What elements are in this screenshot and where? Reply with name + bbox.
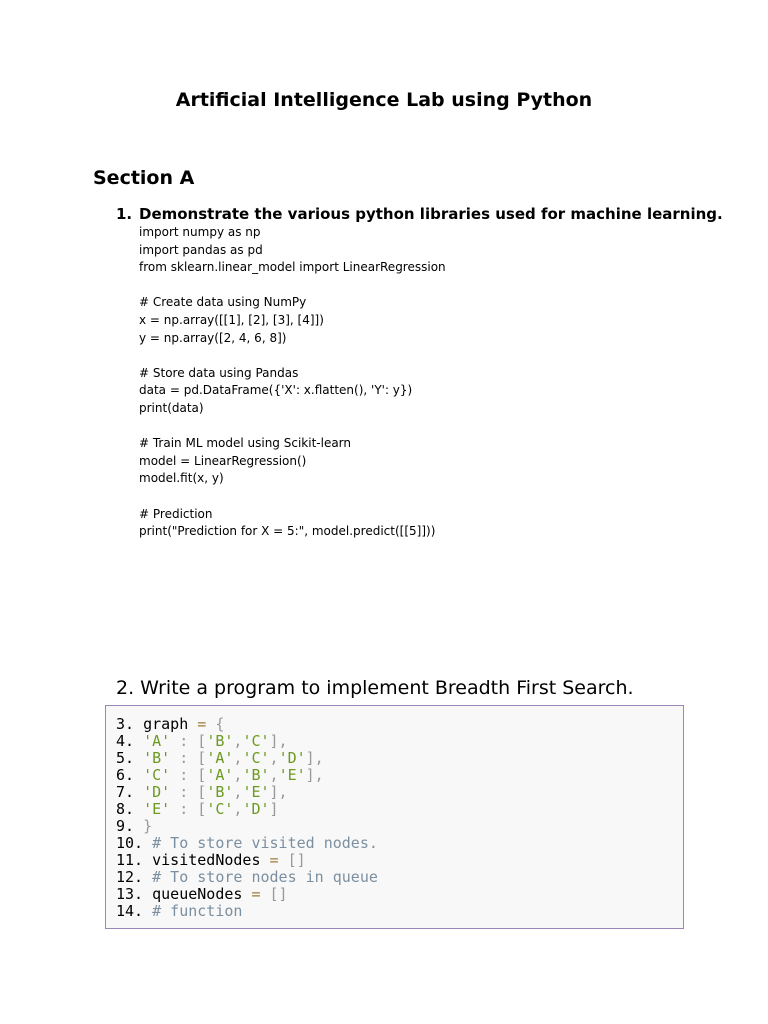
code-line [116,801,378,818]
string-literal: 'E' [242,783,270,801]
comment: # To store nodes in queue [152,868,378,886]
string-literal: 'A' [206,766,234,784]
bracket: ], [305,749,324,767]
line-number: 14. [116,902,144,920]
empty-list: [] [287,851,306,869]
string-literal: 'A' [143,732,171,750]
comma: , [233,732,243,750]
bracket: [ [197,732,207,750]
code-line [116,767,378,784]
question-2-text: 2. Write a program to implement Breadth First Search. [116,677,634,699]
bracket: ], [269,732,288,750]
code-line [116,750,378,767]
comma: , [233,783,243,801]
code-line [116,733,378,750]
colon: : [179,732,189,750]
string-literal: 'D' [143,783,171,801]
colon: : [179,783,189,801]
identifier: visitedNodes [152,851,261,869]
code-line: import numpy as np [139,225,261,239]
comma: , [233,766,243,784]
code-line [139,347,446,365]
code-line [116,852,378,869]
bracket: [ [197,766,207,784]
line-number: 12. [116,868,144,886]
line-number: 5. [116,749,135,767]
empty-list: [] [269,885,288,903]
line-number: 9. [116,817,135,835]
brace: { [215,715,225,733]
code-line: from sklearn.linear_model import LinearRegression [139,260,446,275]
brace: } [143,817,153,835]
comma: , [269,749,279,767]
code-line [139,277,446,295]
bracket: ] [269,800,279,818]
string-literal: 'B' [206,732,234,750]
line-number: 8. [116,800,135,818]
code-line [116,835,378,852]
line-number: 10. [116,834,144,852]
line-number: 13. [116,885,144,903]
colon: : [179,749,189,767]
string-literal: 'E' [278,766,306,784]
code-line [116,716,378,733]
comma: , [233,800,243,818]
bracket: ], [305,766,324,784]
code-line [139,488,446,506]
string-literal: 'D' [278,749,306,767]
string-literal: 'C' [242,732,270,750]
code-line: print("Prediction for X = 5:", model.predict([[5]])) [139,524,436,539]
line-number: 3. [116,715,135,733]
operator: = [251,885,261,903]
comment: # To store visited nodes. [152,834,378,852]
code-line [116,869,378,886]
bracket: [ [197,800,207,818]
colon: : [179,800,189,818]
colon: : [179,766,189,784]
code-line: # Create data using NumPy [139,295,307,310]
string-literal: 'E' [143,800,171,818]
line-number: 4. [116,732,135,750]
line-number: 6. [116,766,135,784]
code-block-bfs [105,705,684,929]
question-1-number: 1. [116,205,133,223]
string-literal: 'C' [143,766,171,784]
code-line: x = np.array([[1], [2], [3], [4]]) [139,312,324,327]
code-line [139,418,446,436]
identifier: queueNodes [152,885,243,903]
code-line: data = pd.DataFrame({'X': x.flatten(), 'Y': y}) [139,383,413,398]
code-line: # Prediction [139,506,213,521]
comment: # function [152,902,243,920]
question-1-text: Demonstrate the various python libraries used for machine learning. [139,205,723,223]
bracket: ], [269,783,288,801]
identifier: graph [143,715,189,733]
string-literal: 'D' [242,800,270,818]
string-literal: 'A' [206,749,234,767]
code-line: import pandas as pd [139,242,263,257]
comma: , [233,749,243,767]
code-snippet-ml-libraries [139,224,446,541]
bracket: [ [197,749,207,767]
code-lines-bfs [116,716,378,920]
code-line: # Train ML model using Scikit-learn [139,436,352,451]
code-line: model.fit(x, y) [139,471,224,486]
code-line: # Store data using Pandas [139,365,299,380]
code-line [116,784,378,801]
document-title: Artificial Intelligence Lab using Python [175,89,593,111]
string-literal: 'C' [242,749,270,767]
code-line [116,886,378,903]
string-literal: 'B' [206,783,234,801]
line-number: 11. [116,851,144,869]
line-number: 7. [116,783,135,801]
operator: = [269,851,279,869]
string-literal: 'C' [206,800,234,818]
code-line [116,818,378,835]
string-literal: 'B' [242,766,270,784]
code-line: print(data) [139,400,204,415]
code-line: model = LinearRegression() [139,453,307,468]
code-line: y = np.array([2, 4, 6, 8]) [139,330,287,345]
section-heading: Section A [93,167,195,189]
comma: , [269,766,279,784]
bracket: [ [197,783,207,801]
operator: = [197,715,207,733]
string-literal: 'B' [143,749,171,767]
code-line [116,903,378,920]
